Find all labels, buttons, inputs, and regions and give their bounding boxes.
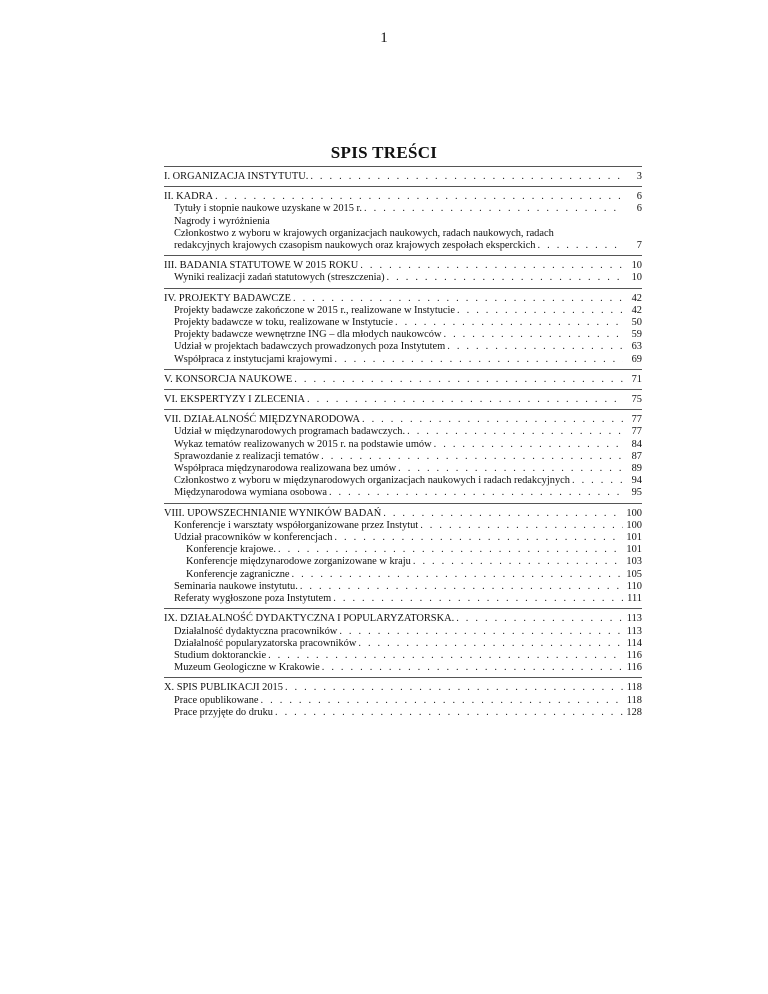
toc-entry-label: Udział pracowników w konferencjach <box>174 532 333 544</box>
toc-entry-page: 116 <box>626 649 642 661</box>
toc-section-heading <box>164 260 642 272</box>
toc-section-heading <box>164 191 642 203</box>
toc-entry-label: Projekty badawcze w toku, realizowane w Instytucie <box>174 317 393 329</box>
toc-entry-label: Projekty badawcze zakończone w 2015 r., realizowane w Instytucie <box>174 304 456 316</box>
toc-entry-label: Seminaria naukowe instytutu. <box>174 580 298 592</box>
page-number: 1 <box>380 30 388 46</box>
toc-entry-page: 63 <box>631 341 642 353</box>
toc-entry-label: Studium doktoranckie <box>174 649 267 661</box>
toc-entry <box>164 593 642 605</box>
toc-entry-label: Referaty wygłoszone poza Instytutem <box>174 593 332 605</box>
toc-entry-label: Udział w międzynarodowych programach badawczych. <box>174 426 406 438</box>
dot-leader <box>215 191 623 203</box>
toc-entry <box>164 626 642 638</box>
toc-section-heading <box>164 374 642 386</box>
toc-entry-page: 42 <box>631 304 642 316</box>
toc-entry-label: II. KADRA <box>164 191 214 203</box>
toc-section <box>164 255 642 284</box>
toc-entry <box>164 329 642 341</box>
toc-entry-label: VII. DZIAŁALNOŚĆ MIĘDZYNARODOWA <box>164 414 360 426</box>
toc-section-heading <box>164 293 642 305</box>
toc-entry-page: 6 <box>636 203 642 215</box>
toc-section <box>164 369 642 386</box>
toc-entry-page: 77 <box>631 414 642 426</box>
toc-section-heading <box>164 682 642 694</box>
dot-leader <box>360 260 623 272</box>
toc-entry-page: 59 <box>631 329 642 341</box>
dot-leader <box>321 451 623 463</box>
toc-entry <box>164 305 642 317</box>
toc-entry-page: 103 <box>626 556 642 568</box>
toc-entry <box>164 520 642 532</box>
dot-leader <box>395 317 623 329</box>
toc-entry <box>164 638 642 650</box>
toc-entry-label: Sprawozdanie z realizacji tematów <box>174 450 320 462</box>
toc-entry <box>164 426 642 438</box>
dot-leader <box>456 613 623 625</box>
toc-entry-label: I. ORGANIZACJA INSTYTUTU. <box>164 171 309 182</box>
toc-entry-label: III. BADANIA STATUTOWE W 2015 ROKU <box>164 260 359 272</box>
toc-entry-label: VIII. UPOWSZECHNIANIE WYNIKÓW BADAŃ <box>164 507 382 519</box>
toc-section-heading <box>164 508 642 520</box>
toc-entry-page: 111 <box>627 593 642 605</box>
dot-leader <box>293 293 623 305</box>
dot-leader <box>310 171 623 183</box>
dot-leader <box>334 354 623 366</box>
toc-entry-label: Współpraca z instytucjami krajowymi <box>174 353 333 365</box>
dot-leader <box>334 532 623 544</box>
toc-entry <box>164 240 642 252</box>
dot-leader <box>300 581 623 593</box>
toc-entry-page: 101 <box>626 532 642 544</box>
dot-leader <box>538 240 623 252</box>
toc-entry-label: Wykaz tematów realizowanych w 2015 r. na podstawie umów <box>174 438 432 450</box>
toc-entry <box>164 354 642 366</box>
toc-section <box>164 503 642 606</box>
toc-entry-page: 42 <box>631 292 642 304</box>
toc-entry <box>164 475 642 487</box>
toc-entry-label: Konferencje zagraniczne <box>186 568 290 580</box>
toc-entry <box>164 272 642 284</box>
toc-entry-page: 105 <box>626 568 642 580</box>
dot-leader <box>261 695 623 707</box>
toc-entry-label: Członkostwo z wyboru w krajowych organizacjach naukowych, radach naukowych, radach <box>174 227 554 239</box>
toc-entry-page: 6 <box>636 191 642 203</box>
toc-entry-page: 95 <box>631 487 642 499</box>
toc-entry-page: 84 <box>631 438 642 450</box>
toc-entry-page: 114 <box>626 637 642 649</box>
toc-entry-page: 113 <box>626 613 642 625</box>
toc-entry-label: X. SPIS PUBLIKACJI 2015 <box>164 682 283 694</box>
page-title: SPIS TREŚCI <box>330 143 438 162</box>
toc-subentry <box>164 569 642 581</box>
toc-entry <box>164 216 642 228</box>
toc-entry-page: 128 <box>626 706 642 718</box>
toc-entry-page: 7 <box>636 240 642 252</box>
toc-entry-page: 10 <box>631 272 642 284</box>
toc-entry-page: 94 <box>631 475 642 487</box>
dot-leader <box>407 426 623 438</box>
dot-leader <box>285 682 623 694</box>
dot-leader <box>387 272 623 284</box>
dot-leader <box>329 487 623 499</box>
toc-entry-label: Działalność dydaktyczna pracowników <box>174 625 338 637</box>
toc-section <box>164 288 642 366</box>
dot-leader <box>278 544 623 556</box>
dot-leader <box>307 394 623 406</box>
toc-entry-label: V. KONSORCJA NAUKOWE <box>164 373 293 385</box>
toc-entry-label: redakcyjnych krajowych czasopism naukowych oraz krajowych zespołach eksperckich <box>174 240 536 252</box>
toc-subentry <box>164 556 642 568</box>
dot-leader <box>339 626 623 638</box>
toc-entry-label: VI. EKSPERTYZY I ZLECENIA <box>164 394 305 406</box>
toc-subentry <box>164 544 642 556</box>
dot-leader <box>292 569 623 581</box>
toc-entry-page: 75 <box>631 394 642 406</box>
toc-entry-label: IV. PROJEKTY BADAWCZE <box>164 292 292 304</box>
table-of-contents <box>164 166 642 722</box>
toc-entry <box>164 695 642 707</box>
dot-leader <box>457 305 623 317</box>
toc-entry-page: 69 <box>631 353 642 365</box>
toc-entry-label: Muzeum Geologiczne w Krakowie <box>174 662 320 674</box>
toc-entry-label: Członkostwo z wyboru w międzynarodowych organizacjach naukowych i radach redakcyjnych <box>174 475 570 487</box>
toc-entry <box>164 487 642 499</box>
toc-entry-page: 10 <box>631 260 642 272</box>
toc-entry-label: Współpraca międzynarodowa realizowana bez umów <box>174 463 397 475</box>
toc-entry <box>164 439 642 451</box>
toc-section-heading <box>164 171 642 183</box>
toc-entry-page: 118 <box>626 694 642 706</box>
dot-leader <box>268 650 623 662</box>
toc-entry-label: Konferencje międzynarodowe zorganizowane w kraju <box>186 556 411 568</box>
toc-entry-label: Wyniki realizacji zadań statutowych (streszczenia) <box>174 272 385 284</box>
toc-entry <box>164 581 642 593</box>
toc-entry <box>164 707 642 719</box>
toc-entry-label: Prace opublikowane <box>174 694 259 706</box>
toc-section <box>164 608 642 674</box>
dot-leader <box>434 439 623 451</box>
toc-entry-label: Tytuły i stopnie naukowe uzyskane w 2015 r. <box>174 203 363 215</box>
toc-entry-page: 118 <box>626 682 642 694</box>
toc-entry <box>164 451 642 463</box>
dot-leader <box>420 520 623 532</box>
dot-leader <box>364 203 623 215</box>
toc-entry-label: Prace przyjęte do druku <box>174 706 273 718</box>
toc-entry-label: IX. DZIAŁALNOŚĆ DYDAKTYCZNA I POPULARYZATORSKA. <box>164 613 455 625</box>
toc-entry-page: 101 <box>626 544 642 556</box>
dot-leader <box>322 662 623 674</box>
toc-entry-label: Nagrody i wyróżnienia <box>174 215 270 227</box>
toc-entry <box>164 317 642 329</box>
dot-leader <box>333 593 623 605</box>
toc-section-heading <box>164 613 642 625</box>
dot-leader <box>443 329 623 341</box>
toc-section <box>164 389 642 406</box>
toc-entry <box>164 662 642 674</box>
toc-section <box>164 677 642 719</box>
dot-leader <box>383 508 623 520</box>
toc-entry-label: Konferencje i warsztaty współorganizowane przez Instytut <box>174 519 419 531</box>
toc-entry-page: 89 <box>631 463 642 475</box>
dot-leader <box>275 707 623 719</box>
dot-leader <box>572 475 623 487</box>
toc-entry-label: Udział w projektach badawczych prowadzonych poza Instytutem <box>174 341 446 353</box>
toc-section-heading <box>164 394 642 406</box>
toc-entry-page: 100 <box>626 507 642 519</box>
toc-entry-label: Międzynarodowa wymiana osobowa <box>174 487 327 499</box>
dot-leader <box>413 556 623 568</box>
toc-entry <box>164 650 642 662</box>
toc-section <box>164 186 642 252</box>
toc-entry-page: 3 <box>636 171 642 182</box>
toc-entry-page: 113 <box>626 625 642 637</box>
toc-entry-label: Działalność popularyzatorska pracowników <box>174 637 357 649</box>
toc-section <box>164 409 642 499</box>
toc-entry-page: 50 <box>631 317 642 329</box>
toc-entry-page: 87 <box>631 450 642 462</box>
toc-entry-label: Projekty badawcze wewnętrzne ING – dla młodych naukowców <box>174 329 442 341</box>
dot-leader <box>294 374 623 386</box>
toc-entry-page: 71 <box>631 373 642 385</box>
toc-section <box>164 166 642 183</box>
toc-section-heading <box>164 414 642 426</box>
dot-leader <box>447 341 623 353</box>
toc-entry <box>164 203 642 215</box>
toc-entry-page: 110 <box>626 580 642 592</box>
toc-entry-page: 116 <box>626 662 642 674</box>
dot-leader <box>362 414 623 426</box>
toc-entry <box>164 228 642 240</box>
toc-entry <box>164 341 642 353</box>
toc-entry-page: 100 <box>626 519 642 531</box>
toc-entry-label: Konferencje krajowe. <box>186 544 277 556</box>
dot-leader <box>358 638 623 650</box>
dot-leader <box>398 463 623 475</box>
toc-entry <box>164 532 642 544</box>
toc-entry <box>164 463 642 475</box>
toc-entry-page: 77 <box>631 426 642 438</box>
